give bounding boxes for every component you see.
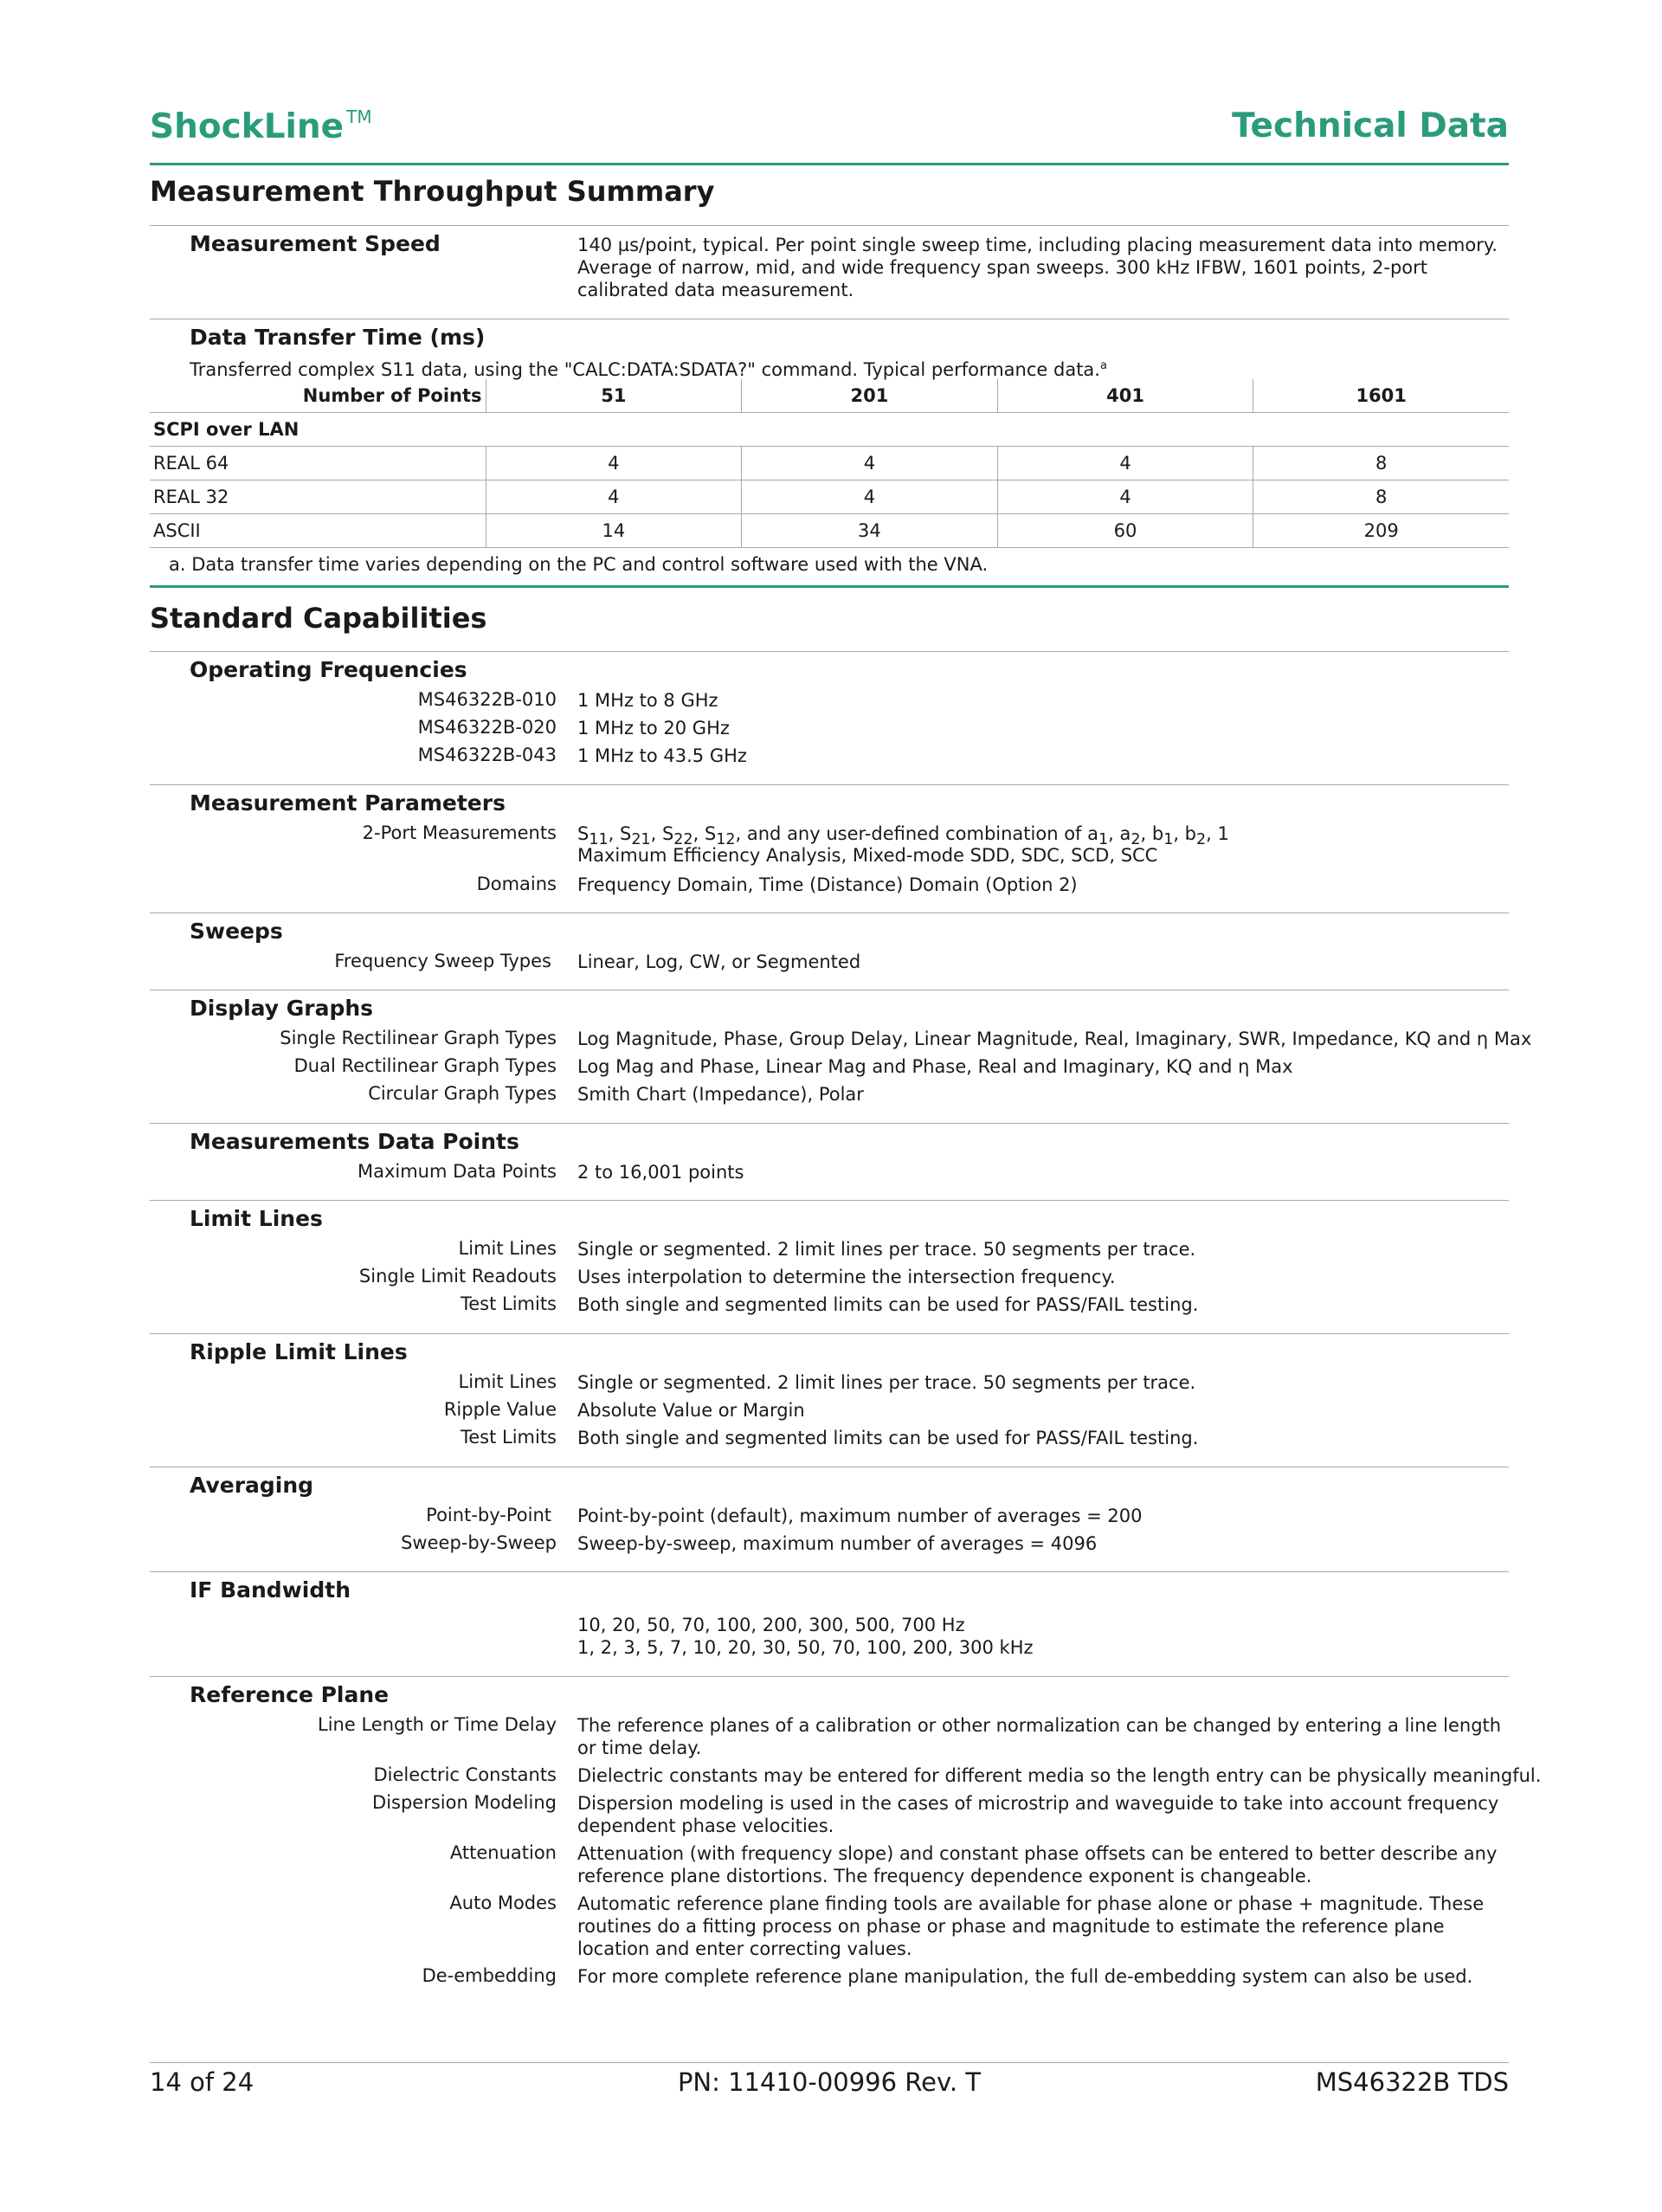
measurement-speed-heading: Measurement Speed: [190, 231, 441, 256]
table-cell: 4: [742, 480, 998, 514]
table-header-row: [150, 379, 1509, 413]
display-graphs-heading: Display Graphs: [190, 996, 374, 1021]
table-cell: 14: [486, 514, 742, 548]
divider: [150, 225, 1509, 226]
refplane-value: The reference planes of a calibration or other normalization can be changed by entering a line length or time delay.: [577, 1715, 1502, 1758]
refplane-value: Attenuation (with frequency slope) and constant phase offsets can be entered to better describe any reference plane distortions. The frequency dependence exponent is changeable.: [577, 1843, 1498, 1886]
table-cell: 209: [1253, 514, 1509, 548]
ripple-value: Both single and segmented limits can be used for PASS/FAIL testing.: [577, 1428, 1199, 1448]
table-cell: 8: [1253, 480, 1509, 514]
limit-label: Limit Lines: [458, 1238, 557, 1259]
brand-title: ShockLine ™: [150, 106, 372, 146]
trademark: TM: [346, 106, 372, 127]
table-row: [150, 480, 1509, 514]
ripple-label: Limit Lines: [458, 1371, 557, 1392]
divider: [150, 1571, 1509, 1572]
ripple-value: Absolute Value or Margin: [577, 1400, 805, 1421]
points-header: 1601: [1253, 379, 1509, 413]
points-header: 51: [486, 379, 742, 413]
max-points-label: Maximum Data Points: [357, 1161, 557, 1182]
ripple-value: Single or segmented. 2 limit lines per trace. 50 segments per trace.: [577, 1372, 1196, 1393]
model-label: MS46322B-010: [417, 689, 557, 710]
section-divider: [150, 585, 1509, 588]
table-footnote: a. Data transfer time varies depending on the PC and control software used with the VNA.: [169, 554, 989, 575]
limit-label: Test Limits: [460, 1293, 557, 1314]
averaging-value: Sweep-by-sweep, maximum number of averages = 4096: [577, 1533, 1098, 1554]
if-bandwidth-heading: IF Bandwidth: [190, 1577, 351, 1603]
two-port-value: [577, 822, 1509, 867]
measurement-speed-value: 140 µs/point, typical. Per point single sweep time, including placing measurement data into memory. Average of narrow, mid, and wide frequency span sweeps. 300 kHz IFBW, 1601 points, 2-port calibrated data measurement.: [577, 235, 1498, 300]
domains-label: Domains: [476, 874, 557, 894]
divider: [150, 651, 1509, 652]
ripple-label: Test Limits: [460, 1427, 557, 1448]
graph-type-value: Log Mag and Phase, Linear Mag and Phase, Real and Imaginary, KQ and η Max: [577, 1056, 1293, 1077]
reference-plane-heading: Reference Plane: [190, 1682, 390, 1707]
frequency-range: 1 MHz to 20 GHz: [577, 718, 730, 738]
graph-type-value: Smith Chart (Impedance), Polar: [577, 1084, 864, 1105]
table-cell: 4: [486, 447, 742, 480]
table-cell: 4: [742, 447, 998, 480]
limit-lines-heading: Limit Lines: [190, 1206, 323, 1231]
data-points-heading: Measurements Data Points: [190, 1129, 519, 1154]
graph-type-label: Single Rectilinear Graph Types: [280, 1028, 557, 1048]
refplane-value: Automatic reference plane finding tools are available for phase alone or phase + magnitude. These routines do a fitting process on phase or phase and magnitude to estimate the reference plane location and enter correcting values.: [577, 1893, 1485, 1959]
ripple-limit-heading: Ripple Limit Lines: [190, 1339, 408, 1364]
refplane-label: Auto Modes: [449, 1893, 557, 1913]
refplane-label: De-embedding: [422, 1965, 557, 1986]
limit-value: Single or segmented. 2 limit lines per trace. 50 segments per trace.: [577, 1239, 1196, 1260]
sweeps-heading: Sweeps: [190, 919, 283, 944]
data-transfer-description: Transferred complex S11 data, using the "CALC:DATA:SDATA?" command. Typical performance data.$^a$: [190, 359, 1107, 380]
section-title-throughput: Measurement Throughput Summary: [150, 175, 715, 208]
if-bandwidth-khz: 1, 2, 3, 5, 7, 10, 20, 30, 50, 70, 100, 200, 300 kHz: [577, 1637, 1034, 1658]
row-label: ASCII: [150, 514, 486, 548]
s-parameter-list: $S_{11}$, $S_{21}$, $S_{22}$, $S_{12}$, and any user-defined combination of $a_1$, $a_2$, $b_1$, $b_2$, 1: [577, 823, 1229, 849]
divider: [150, 1123, 1509, 1124]
divider: [150, 784, 1509, 785]
footer-divider: [150, 2062, 1509, 2063]
limit-value: Both single and segmented limits can be used for PASS/FAIL testing.: [577, 1294, 1199, 1315]
divider: [150, 1333, 1509, 1334]
page-header: [150, 102, 1509, 165]
graph-type-value: Log Magnitude, Phase, Group Delay, Linear Magnitude, Real, Imaginary, SWR, Impedance, KQ and η Max: [577, 1029, 1532, 1049]
number-of-points-header: Number of Points: [150, 379, 486, 413]
sweep-types-value: Linear, Log, CW, or Segmented: [577, 951, 861, 972]
document-type: Technical Data: [1232, 106, 1509, 145]
limit-value: Uses interpolation to determine the intersection frequency.: [577, 1267, 1116, 1287]
refplane-value: Dispersion modeling is used in the cases of microstrip and waveguide to take into account frequency dependent phase velocities.: [577, 1793, 1499, 1836]
table-cell: 34: [742, 514, 998, 548]
table-cell: 4: [997, 447, 1253, 480]
points-header: 201: [742, 379, 998, 413]
sweep-types-label: Frequency Sweep Types: [334, 951, 551, 971]
divider: [150, 1200, 1509, 1201]
refplane-value: For more complete reference plane manipulation, the full de-embedding system can also be used.: [577, 1966, 1473, 1987]
measurement-parameters-heading: Measurement Parameters: [190, 790, 506, 816]
table-cell: 4: [997, 480, 1253, 514]
refplane-label: Line Length or Time Delay: [318, 1714, 557, 1735]
row-label: REAL 32: [150, 480, 486, 514]
footnote-mark: a: [1099, 359, 1107, 372]
divider: [150, 1676, 1509, 1677]
max-points-value: 2 to 16,001 points: [577, 1162, 744, 1183]
limit-label: Single Limit Readouts: [358, 1266, 557, 1287]
model-label: MS46322B-043: [417, 745, 557, 765]
table-cell: 60: [997, 514, 1253, 548]
table-category-row: [150, 413, 1509, 447]
section-title-capabilities: Standard Capabilities: [150, 602, 487, 635]
row-label: REAL 64: [150, 447, 486, 480]
scpi-over-lan-label: SCPI over LAN: [150, 413, 1509, 447]
model-label: MS46322B-020: [417, 717, 557, 738]
averaging-value: Point-by-point (default), maximum number of averages = 200: [577, 1506, 1143, 1526]
table-cell: 4: [486, 480, 742, 514]
data-transfer-heading: Data Transfer Time (ms): [190, 325, 486, 350]
refplane-label: Dielectric Constants: [373, 1764, 557, 1785]
refplane-value: Dielectric constants may be entered for different media so the length entry can be physically meaningful.: [577, 1765, 1542, 1786]
frequency-range: 1 MHz to 43.5 GHz: [577, 745, 747, 766]
table-cell: 8: [1253, 447, 1509, 480]
averaging-label: Point-by-Point: [426, 1505, 551, 1525]
document-id: MS46322B TDS: [1315, 2067, 1509, 2097]
averaging-heading: Averaging: [190, 1473, 314, 1498]
ripple-label: Ripple Value: [443, 1399, 557, 1420]
page-number: 14 of 24: [150, 2067, 254, 2097]
data-transfer-table: [150, 379, 1509, 548]
frequency-range: 1 MHz to 8 GHz: [577, 690, 718, 711]
averaging-label: Sweep-by-Sweep: [401, 1532, 557, 1553]
graph-type-label: Circular Graph Types: [368, 1083, 557, 1104]
domains-value: Frequency Domain, Time (Distance) Domain (Option 2): [577, 874, 1078, 895]
refplane-label: Dispersion Modeling: [372, 1792, 557, 1813]
two-port-extra: Maximum Efficiency Analysis, Mixed-mode SDD, SDC, SCD, SCC: [577, 845, 1158, 867]
if-bandwidth-hz: 10, 20, 50, 70, 100, 200, 300, 500, 700 Hz: [577, 1615, 965, 1635]
table-row: [150, 514, 1509, 548]
two-port-label: 2-Port Measurements: [362, 822, 557, 843]
operating-frequencies-heading: Operating Frequencies: [190, 657, 467, 682]
part-number: PN: 11410-00996 Rev. T: [677, 2067, 982, 2097]
table-row: [150, 447, 1509, 480]
points-header: 401: [997, 379, 1253, 413]
graph-type-label: Dual Rectilinear Graph Types: [293, 1055, 557, 1076]
refplane-label: Attenuation: [449, 1842, 557, 1863]
